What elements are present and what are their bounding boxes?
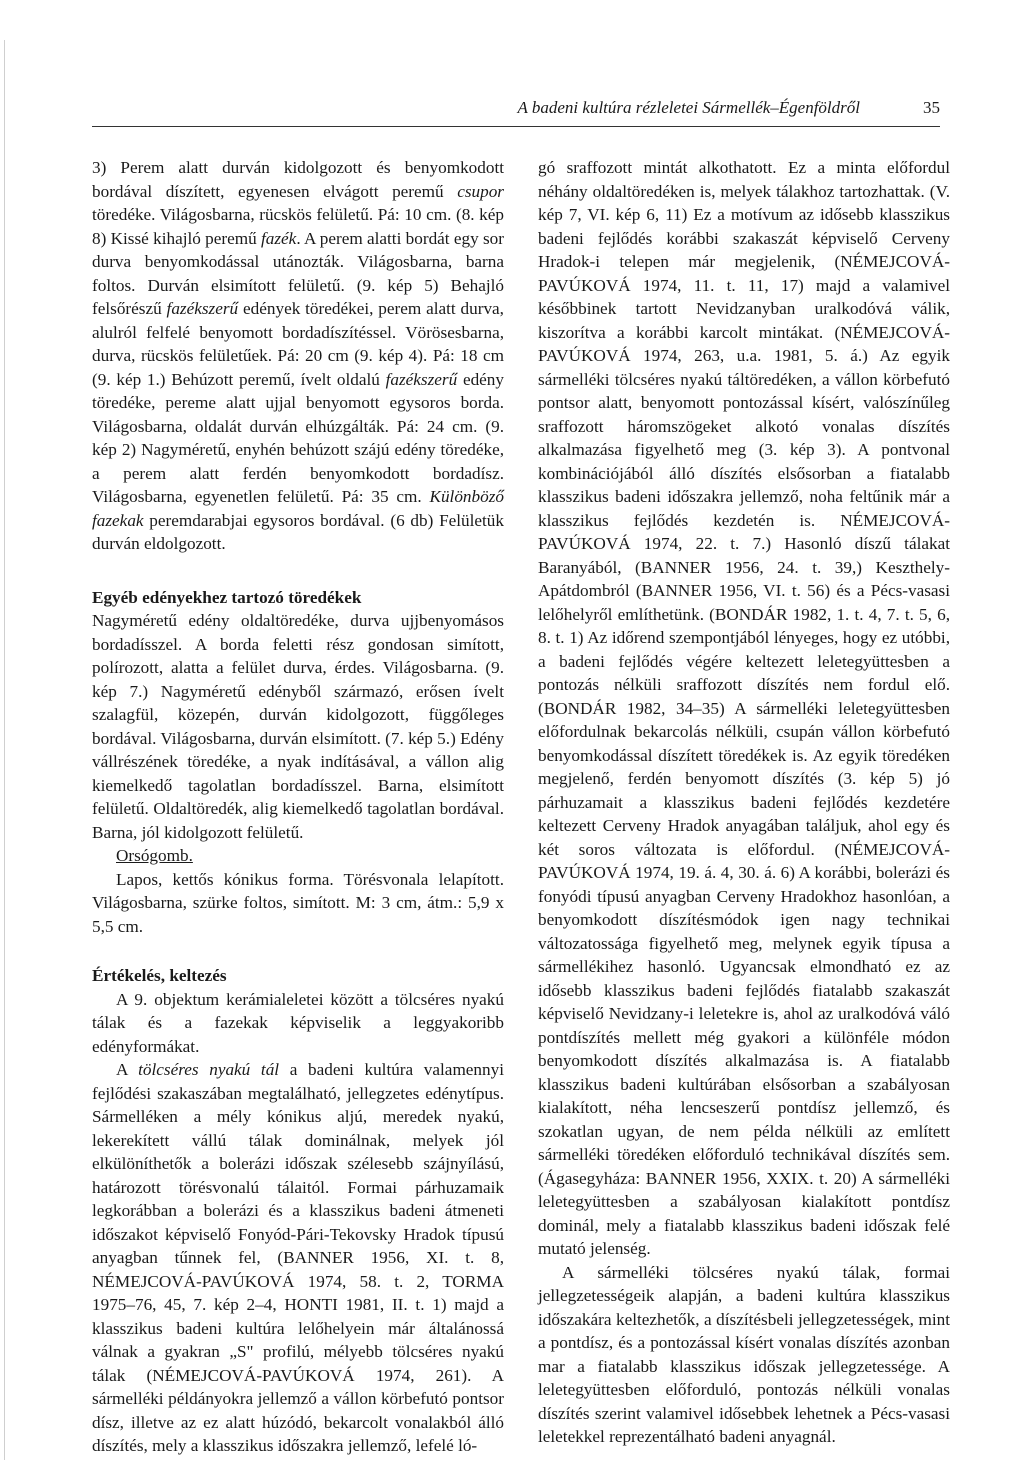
left-column (92, 156, 504, 1458)
evaluation-paragraph-1: A 9. objektum kerámialeletei között a tölcséres nyakú tálak és a fazekak képviselik a leggyakoribb edényformákat. (92, 989, 504, 1056)
evaluation-paragraph-2: A tölcséres nyakú tál a badeni kultúra valamennyi fejlődési szakaszában megtalálható, jellegzetes edénytípus. Sármelléken a mély kónikus aljú, meredek nyakú, lekerekített vállú tálak dominálnak, melyek jól elkülöníthetők a bolerázi időszak szélesebb szájnyílású, határozott törésvonalú tálaitól. Formai párhuzamaik legkorábban a bolerázi és a klasszikus badeni átmeneti időszakot képviselő Fonyód-Pári-Tekovsky Hradok típusú anyagban tűnnek fel, (BANNER 1956, XI. t. 8, NÉMEJCOVÁ-PAVÚKOVÁ 1974, 58. t. 2, TORMA 1975–76, 45, 7. kép 2–4, HONTI 1981, II. t. 1) majd a klasszikus badeni kultúra lelőhelyein már általánossá válnak a gyakran „S" profilú, mélyebb tölcséres nyakú tálak (NÉMEJCOVÁ-PAVÚKOVÁ 1974, 261). A sármelléki példányokra jellemző a vállon körbefutó pontsor dísz, illetve az ez alatt húzódó, bekarcolt vonalakból álló díszítés, mely a klasszikus időszakra jellemző, lefelé ló- (92, 1060, 504, 1455)
spindle-whorl-paragraph: Lapos, kettős kónikus forma. Törésvonala lelapított. Világosbarna, szürke foltos, simított. M: 3 cm, átm.: 5,9 x 5,5 cm. (92, 869, 504, 936)
page-number: 35 (923, 98, 940, 117)
section-heading-other-vessels: Egyéb edényekhez tartozó töredékek (92, 587, 362, 607)
catalog-paragraph: 3) Perem alatt durván kidolgozott és benyomkodott bordával díszített, egyenesen elvágott peremű csupor töredéke. Világosbarna, rücskös felületű. Pá: 10 cm. (8. kép 8) Kissé kihajló peremű fazék. A perem alatti bordát egy sor durva benyomkodással utánozták. Világosbarna, barna foltos. Durván elsimított felületű. (9. kép 5) Behajló felsőrészű fazékszerű edények töredékei, perem alatt durva, alulról felfelé benyomott bordadíszítéssel. Vörösesbarna, durva, rücskös felületűek. Pá: 20 cm (9. kép 4). Pá: 18 cm (9. kép 1.) Behúzott peremű, ívelt oldalú fazékszerű edény töredéke, pereme alatt ujjal benyomott egysoros borda. Világosbarna, oldalát durván elhúzgálták. Pá: 24 cm. (9. kép 2) Nagyméretű, enyhén behúzott szájú edény töredéke, a perem alatt ferdén benyomkodott bordadísz. Világosbarna, egyenetlen felületű. Pá: 35 cm. Különböző fazekak peremdarabjai egysoros bordával. (6 db) Felületük durván eldolgozott. (92, 158, 504, 553)
spindle-whorl-subheading: Orsógomb. (116, 846, 193, 865)
continued-paragraph: gó sraffozott mintát alkothatott. Ez a minta előfordul néhány oldaltöredéken is, melyek tálakhoz tartozhattak. (V. kép 7, VI. kép 6, 11) Ez a motívum az idősebb klasszikus badeni fejlődés korábbi szakaszát képviselő Cerveny Hradok-i telepen már megjelenik, (NÉMEJCOVÁ-PAVÚKOVÁ 1974, 11. t. 11, 17) majd a valamivel későbbinek tartott Nevidzanyban uralkodóvá válik, kiszorítva a korábbi karcolt mintákat. (NÉMEJCOVÁ-PAVÚKOVÁ 1974, 263, u.a. 1981, 5. á.) Az egyik sármelléki tölcséres nyakú táltöredéken, a vállon körbefutó pontsor alatt, benyomott pontozással kísért, valószínűleg sraffozott háromszögeket alkotó vonalas díszítés alkalmazása figyelhető meg (3. kép 3). A pontvonal kombinációjából álló díszítés elsősorban a fiatalabb klasszikus badeni időszakra jellemző, noha feltűnik már a klasszikus fejlődés kezdetén is. NÉMEJCOVÁ-PAVÚKOVÁ 1974, 22. t. 7.) Hasonló díszű tálakat Baranyából, (BANNER 1956, 24. t. 39,) Keszthely-Apátdombról (BANNER 1956, VI. t. 56) és a Pécs-vasasi lelőhelyről említhetünk. (BONDÁR 1982, 1. t. 4, 7. t. 5, 6, 8. t. 1) Az időrend szempontjából lényeges, hogy ez utóbbi, a badeni fejlődés végére keltezett leletegyüttesben a pontozás nélküli sraffozott díszítés nem fordul elő. (BONDÁR 1982, 34–35) A sármelléki leletegyüttesben előfordulnak bekarcolás nélküli, csupán vállon körbefutó benyomkodással díszített töredékek is. Az egyik töredéken megjelenő, ferdén benyomott díszítés (3. kép 5) jó párhuzamait a klasszikus badeni fejlődés kezdetére keltezett Cerveny Hradok anyagában találjuk, ahol egy és két soros változata is előfordul. (NÉMEJCOVÁ-PAVÚKOVÁ 1974, 19. á. 4, 30. á. 6) A korábbi, bolerázi és fonyódi típusú anyagban Cerveny Hradokhoz hasonlóan, a benyomkodott díszítésmódok igen nagy technikai változatossága figyelhető meg, melynek egyik típusa a sármellékihez hasonló. Ugyancsak elmondható ez az idősebb klasszikus badeni fejlődés fiatalabb szakaszát képviselő Nevidzany-i leletekre is, ahol az uralkodóvá váló pontdíszítés mellett még gyakori a különféle módon benyomkodott díszítés alkalmazása is. A fiatalabb klasszikus badeni kultúrában elsősorban a szabályosan kialakított, néha lencseszerű pontdísz jellemző, és szokatlan ugyan, de nem példa nélküli az említett sármelléki töredéken előforduló technikával díszítés sem. (Ágasegyháza: BANNER 1956, XXIX. t. 20) A sármelléki leletegyüttesben a szabályosan kialakított pontdísz dominál, mely a fiatalabb klasszikus badeni időszak felé mutató jelenség. (538, 158, 950, 1258)
section-heading-evaluation: Értékelés, keltezés (92, 966, 227, 985)
conclusion-paragraph: A sármelléki tölcséres nyakú tálak, formai jellegzetességeik alapján, a badeni kultúra klasszikus időszakára keltezhetők, a díszítésbeli jellegzetességek, mint a pontdísz, és a pontozással kísért vonalas díszítés azonban mar a fiatalabb klasszikus időszak jellegzetessége. A leletegyüttesben előforduló, pontozás nélküli vonalas díszítés szerint valamivel idősebbek lehetnek a Pécs-vasasi leletekkel reprezentálható badeni anyagnál. (538, 1262, 950, 1446)
running-header (92, 96, 940, 127)
right-column (538, 156, 950, 1449)
scan-edge-line (4, 40, 5, 1460)
running-title: A badeni kultúra rézleletei Sármellék–Égenföldről (517, 98, 860, 117)
other-vessels-paragraph: Nagyméretű edény oldaltöredéke, durva ujjbenyomásos bordadísszel. A borda feletti rész gondosan simított, polírozott, alatta a felület durva, érdes. Világosbarna. (9. kép 7.) Nagyméretű edényből származó, erősen ívelt szalagfül, közepén, durván kidolgozott, függőleges bordával. Világosbarna, durván elsimított. (7. kép 5.) Edény vállrészének töredéke, a nyak indításával, a vállon alig kiemelkedő tagolatlan bordadísszel. Barna, elsimított felületű. Oldaltöredék, alig kiemelkedő tagolatlan bordával. Barna, jól kidolgozott felületű. (92, 611, 505, 842)
